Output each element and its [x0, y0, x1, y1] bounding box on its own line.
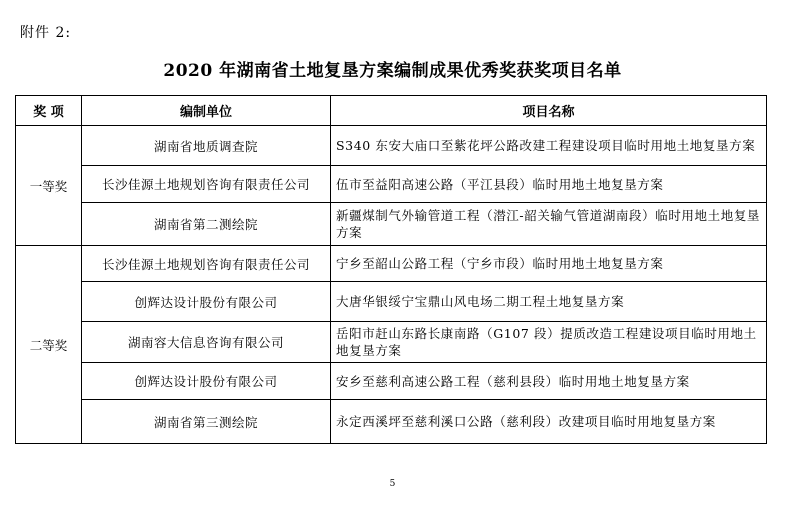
document-title: 2020 年湖南省土地复垦方案编制成果优秀奖获奖项目名单	[163, 61, 622, 81]
page-number: 5	[389, 479, 396, 489]
award-second-prize: 二等奖	[16, 246, 82, 444]
table-row	[16, 126, 767, 166]
project-cell: 新疆煤制气外输管道工程（潜江-韶关输气管道湖南段）临时用地土地复垦方案	[331, 203, 767, 246]
project-cell: 大唐华银绥宁宝鼎山风电场二期工程土地复垦方案	[331, 282, 767, 322]
header-award: 奖 项	[16, 96, 82, 126]
project-cell: 宁乡至韶山公路工程（宁乡市段）临时用地土地复垦方案	[331, 246, 767, 282]
table-row	[16, 400, 767, 444]
table-row	[16, 322, 767, 363]
unit-cell: 创辉达设计股份有限公司	[82, 282, 331, 322]
project-cell: 岳阳市赶山东路长康南路（G107 段）提质改造工程建设项目临时用地土地复垦方案	[331, 322, 767, 363]
table-row	[16, 282, 767, 322]
project-cell: 安乡至慈利高速公路工程（慈利县段）临时用地土地复垦方案	[331, 363, 767, 400]
table-row	[16, 363, 767, 400]
project-cell: S340 东安大庙口至紫花坪公路改建工程建设项目临时用地土地复垦方案	[331, 126, 767, 166]
unit-cell: 湖南省地质调查院	[82, 126, 331, 166]
unit-cell: 湖南省第三测绘院	[82, 400, 331, 444]
unit-cell: 长沙佳源土地规划咨询有限责任公司	[82, 166, 331, 203]
unit-cell: 湖南容大信息咨询有限公司	[82, 322, 331, 363]
unit-cell: 长沙佳源土地规划咨询有限责任公司	[82, 246, 331, 282]
header-unit: 编制单位	[82, 96, 331, 126]
unit-cell: 湖南省第二测绘院	[82, 203, 331, 246]
award-table	[15, 95, 767, 444]
unit-cell: 创辉达设计股份有限公司	[82, 363, 331, 400]
header-project: 项目名称	[331, 96, 767, 126]
table-header-row	[16, 96, 767, 126]
project-cell: 伍市至益阳高速公路（平江县段）临时用地土地复垦方案	[331, 166, 767, 203]
table-row	[16, 166, 767, 203]
table-row	[16, 203, 767, 246]
attachment-label: 附件 2:	[20, 25, 72, 41]
project-cell: 永定西溪坪至慈利溪口公路（慈利段）改建项目临时用地复垦方案	[331, 400, 767, 444]
award-first-prize: 一等奖	[16, 126, 82, 246]
table-row	[16, 246, 767, 282]
